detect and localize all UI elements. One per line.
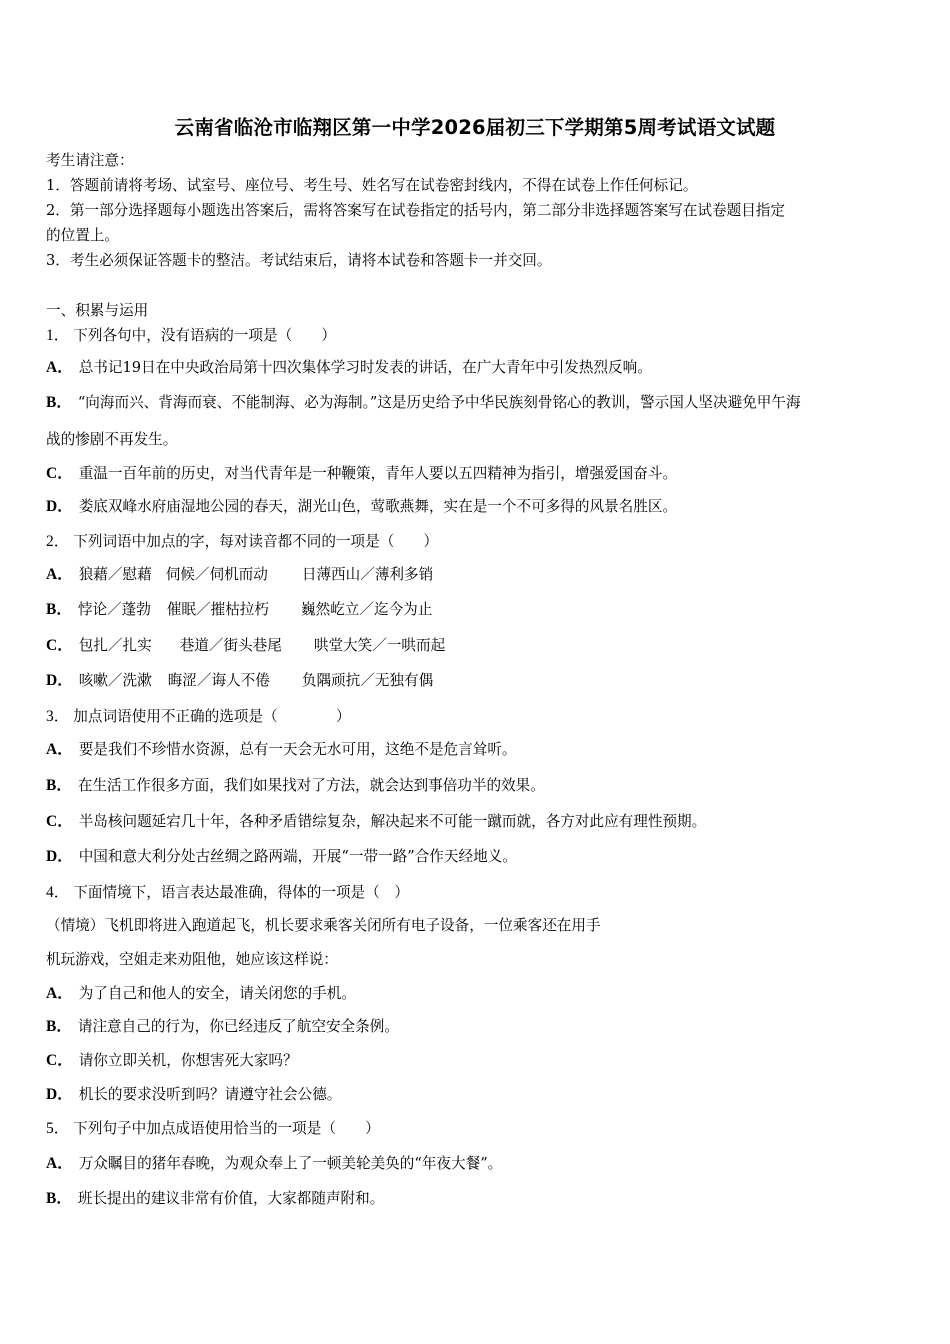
option-label: D． <box>46 672 73 689</box>
option-row <box>46 812 706 832</box>
option-label: A． <box>46 985 73 1002</box>
word-pair: 咳嗽／洗漱 <box>78 672 152 689</box>
option-text: “向海而兴、背海而衰、不能制海、必为海制。”这是历史给予中华民族刻骨铭心的教训，警示国人坚决避免甲午海 <box>77 394 801 411</box>
option-text: 总书记19日在中央政治局第十四次集体学习时发表的讲话，在广大青年中引发热烈反响。 <box>78 359 652 376</box>
word-pair: 日薄西山／薄利多销 <box>301 566 434 583</box>
option-text: 半岛核问题延宕几十年，各种矛盾错综复杂，解决起来不可能一蹴而就，各方对此应有理性预期。 <box>78 813 707 830</box>
notice-heading: 考生请注意： <box>46 152 134 169</box>
word-pair: 巷道／街头巷尾 <box>179 637 282 654</box>
word-pair: 哄堂大笑／一哄而起 <box>313 637 446 654</box>
option-row <box>46 464 677 484</box>
option-row <box>46 1154 502 1174</box>
option-row <box>46 671 433 691</box>
word-pair: 催眠／摧枯拉朽 <box>166 601 269 618</box>
option-label: B． <box>46 394 72 411</box>
question-number: 2． <box>46 533 70 550</box>
option-row <box>46 776 545 796</box>
section-heading: 一、积累与运用 <box>46 302 149 319</box>
option-row <box>46 1085 341 1105</box>
word-pair: 巍然屹立／迄今为止 <box>301 601 433 618</box>
option-label: D． <box>46 1086 73 1103</box>
notice-item: 2．第一部分选择题每小题选出答案后，需将答案写在试卷指定的括号内，第二部分非选择题答案写在试卷题目指定 <box>46 202 785 219</box>
option-text: 中国和意大利分处古丝绸之路两端，开展“一带一路”合作天经地义。 <box>78 848 517 865</box>
option-text: 请你立即关机，你想害死大家吗？ <box>78 1052 298 1069</box>
option-row <box>46 847 517 867</box>
option-label: B． <box>46 1190 72 1207</box>
option-label: D． <box>46 848 73 865</box>
option-row <box>46 565 433 585</box>
context-text: 机玩游戏，空姐走来劝阻他，她应该这样说： <box>46 951 338 968</box>
page-title: 云南省临沧市临翔区第一中学2026届初三下学期第5周考试语文试题 <box>174 116 776 139</box>
question-number: 3． <box>46 708 70 725</box>
option-text: 万众瞩目的猪年春晚，为观众奉上了一顿美轮美奂的“年夜大餐”。 <box>78 1155 503 1172</box>
option-text: 在生活工作很多方面，我们如果找对了方法，就会达到事倍功半的效果。 <box>77 777 545 794</box>
option-row <box>46 740 517 760</box>
question-number: 4． <box>46 884 70 901</box>
option-continuation: 战的惨剧不再发生。 <box>46 431 178 448</box>
word-pair: 悖论／蓬勃 <box>77 601 151 618</box>
notice-item: 的位置上。 <box>46 227 119 244</box>
question-text: 下列词语中加点的字，每对读音都不同的一项是（ ） <box>73 533 439 550</box>
option-label: A． <box>46 1155 73 1172</box>
option-label: C． <box>46 1052 73 1069</box>
question-stem <box>46 883 409 903</box>
option-label: C． <box>46 465 73 482</box>
option-label: B． <box>46 1018 72 1035</box>
option-label: A． <box>46 741 73 758</box>
option-row <box>46 600 432 620</box>
option-row <box>46 358 652 378</box>
option-row <box>46 1189 384 1209</box>
option-label: B． <box>46 777 72 794</box>
option-row <box>46 497 677 517</box>
word-pair: 狼藉／慰藉 <box>78 566 152 583</box>
option-text: 机长的要求没听到吗？请遵守社会公德。 <box>78 1086 342 1103</box>
option-row <box>46 1017 399 1037</box>
question-stem <box>46 1119 380 1139</box>
context-text: （情境）飞机即将进入跑道起飞，机长要求乘客关闭所有电子设备，一位乘客还在用手 <box>46 917 601 934</box>
word-pair: 包扎／扎实 <box>78 637 152 654</box>
notice-item: 1．答题前请将考场、试室号、座位号、考生号、姓名写在试卷密封线内，不得在试卷上作任何标记。 <box>46 177 698 194</box>
question-number: 1． <box>46 327 70 344</box>
option-row <box>46 1051 298 1071</box>
word-pair: 晦涩／诲人不倦 <box>167 672 270 689</box>
option-label: C． <box>46 813 73 830</box>
question-number: 5． <box>46 1120 70 1137</box>
option-row <box>46 636 445 656</box>
option-text: 请注意自己的行为，你已经违反了航空安全条例。 <box>77 1018 399 1035</box>
question-stem <box>46 326 336 346</box>
option-label: D． <box>46 498 73 515</box>
option-text: 班长提出的建议非常有价值，大家都随声附和。 <box>77 1190 385 1207</box>
question-stem <box>46 707 351 727</box>
question-text: 下列句子中加点成语使用恰当的一项是（ ） <box>73 1120 380 1137</box>
notice-item: 3．考生必须保证答题卡的整洁。考试结束后，请将本试卷和答题卡一并交回。 <box>46 252 552 269</box>
question-stem <box>46 532 438 552</box>
option-label: B． <box>46 601 72 618</box>
option-text: 娄底双峰水府庙湿地公园的春天，湖光山色，莺歌燕舞，实在是一个不可多得的风景名胜区。 <box>78 498 678 515</box>
option-text: 为了自己和他人的安全，请关闭您的手机。 <box>78 985 356 1002</box>
option-label: A． <box>46 566 73 583</box>
question-text: 下列各句中，没有语病的一项是（ ） <box>73 327 336 344</box>
word-pair: 负隅顽抗／无独有偶 <box>301 672 434 689</box>
option-row <box>46 393 801 413</box>
option-text: 要是我们不珍惜水资源，总有一天会无水可用，这绝不是危言耸听。 <box>78 741 517 758</box>
option-text: 重温一百年前的历史，对当代青年是一种鞭策，青年人要以五四精神为指引，增强爱国奋斗。 <box>78 465 678 482</box>
option-row <box>46 984 356 1004</box>
option-label: C． <box>46 637 73 654</box>
word-pair: 伺候／伺机而动 <box>165 566 268 583</box>
option-label: A． <box>46 359 73 376</box>
question-text: 加点词语使用不正确的选项是（ ） <box>73 708 351 725</box>
question-text: 下面情境下，语言表达最准确，得体的一项是（ ） <box>73 884 409 901</box>
